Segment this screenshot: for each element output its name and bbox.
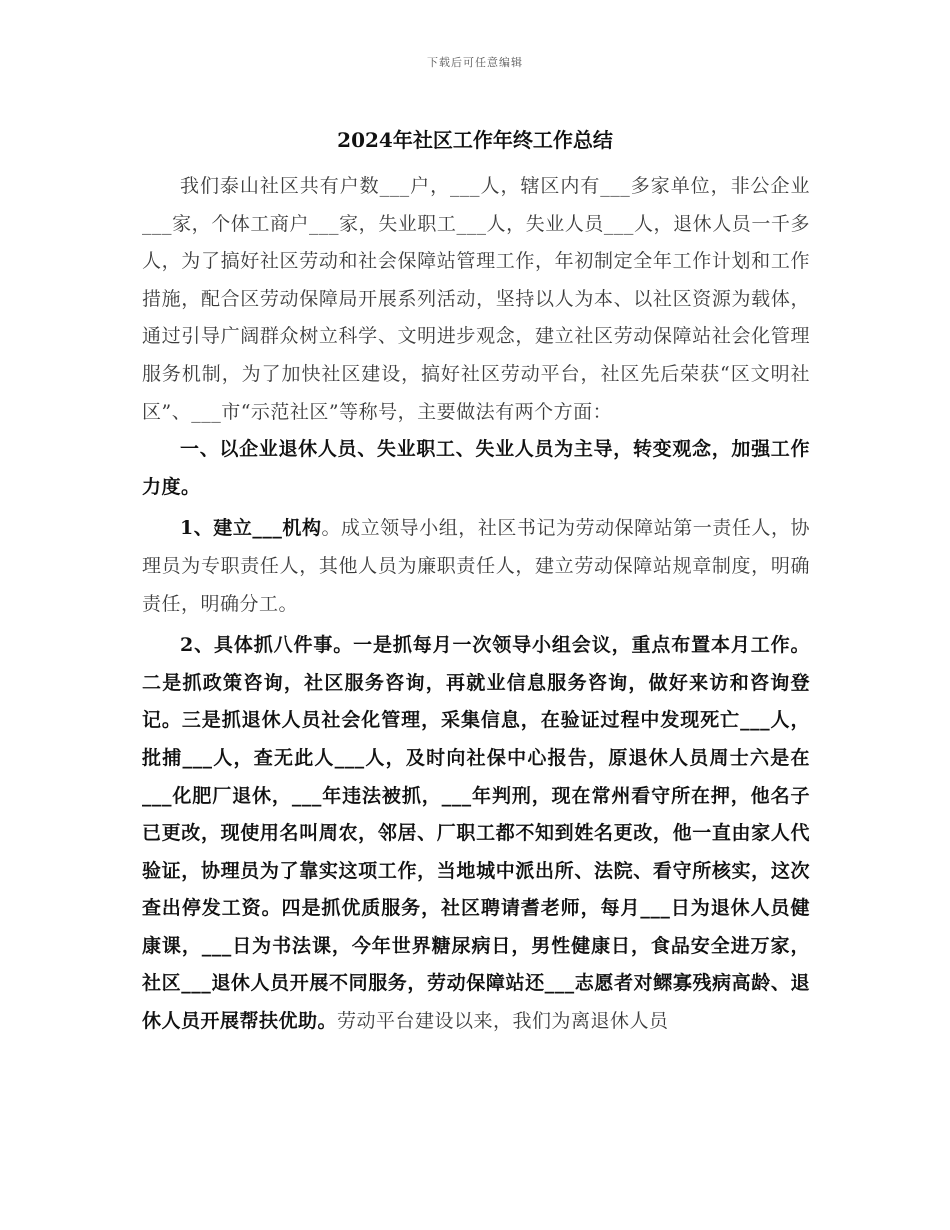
item-2-body: 2、具体抓八件事。一是抓每月一次领导小组会议，重点布置本月工作。二是抓政策咨询，社区服务咨询，再就业信息服务咨询，做好来访和咨询登记。三是抓退休人员社会化管理，采集信息，在验证过程中发现死亡___人，批捕___人，查无此人___人，及时向社保中心报告，原退休人员周士六是在___化肥厂退休，___年违法被抓，___年判刑，现在常州看守所在押，他名子已更改，现使用名叫周农，邻居、厂职工都不知到姓名更改，他一直由家人代验证，协理员为了靠实这项工作，当地城中派出所、法院、看守所核实，这次查出停发工资。四是抓优质服务，社区聘请耆老师，每月___日为退休人员健康课，___日为书法课，今年世界糖尿病日，男性健康日，食品安全进万家，社区___退休人员开展不同服务，劳动保障站还___志愿者对鳏寡残病高龄、退休人员开展帮扶优助。	[142, 634, 810, 1033]
intro-paragraph: 我们泰山社区共有户数___户，___人，辖区内有___多家单位，非公企业___家，个体工商户___家，失业职工___人，失业人员___人，退休人员一千多人，为了搞好社区劳动和社会保障站管理工作，年初制定全年工作计划和工作措施，配合区劳动保障局开展系列活动，坚持以人为本、以社区资源为载体，通过引导广阔群众树立科学、文明进步观念，建立社区劳动保障站社会化管理服务机制，为了加快社区建设，搞好社区劳动平台，社区先后荣获“区文明社区”、___市“示范社区”等称号，主要做法有两个方面：	[142, 175, 810, 423]
item-1-paragraph	[142, 510, 810, 623]
document-title: 2024年社区工作年终工作总结	[337, 128, 613, 152]
item-1-heading: 1、建立___机构	[180, 517, 322, 540]
document-body	[142, 168, 810, 1041]
page-header-note: 下载后可任意编辑	[427, 56, 523, 69]
item-1-body: 。成立领导小组，社区书记为劳动保障站第一责任人，协理员为专职责任人，其他人员为廉职责任人，建立劳动保障站规章制度，明确责任，明确分工。	[142, 517, 810, 615]
section-heading-1: 一、以企业退休人员、失业职工、失业人员为主导，转变观念，加强工作力度。	[142, 438, 810, 498]
item-2-tail: 劳动平台建设以来，我们为离退休人员	[337, 1010, 669, 1033]
item-2-paragraph	[142, 627, 810, 1041]
